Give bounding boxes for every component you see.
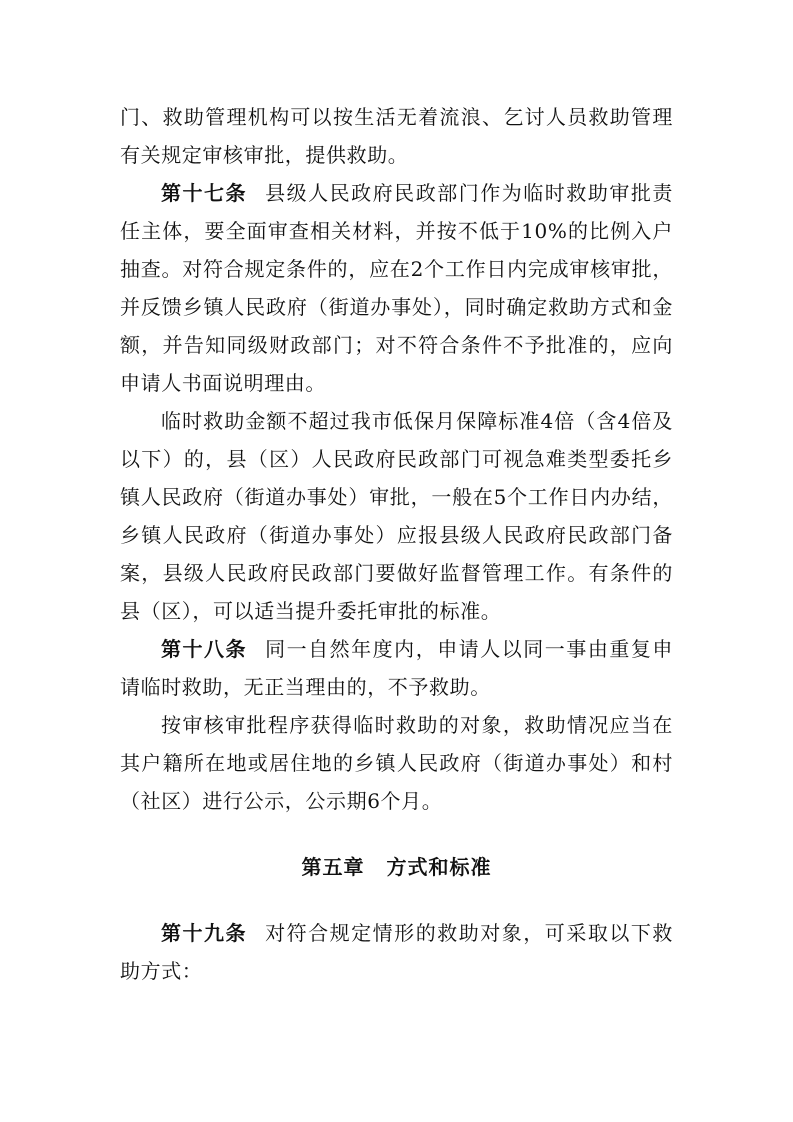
article-19 (120, 914, 673, 990)
article-19-text: 对符合规定情形的救助对象，可采取以下救助方式： (120, 921, 673, 983)
article-17 (120, 174, 673, 402)
article-17-label: 第十七条 (161, 181, 248, 205)
paragraph-continued: 门、救助管理机构可以按生活无着流浪、乞讨人员救助管理有关规定审核审批，提供救助。 (120, 105, 673, 167)
article-18 (120, 630, 673, 706)
article-18-label: 第十八条 (161, 637, 248, 661)
chapter-label: 第五章 (301, 855, 365, 879)
document-body (120, 98, 673, 990)
chapter-heading (120, 848, 673, 886)
chapter-title: 方式和标准 (386, 855, 492, 879)
article-17-text: 县级人民政府民政部门作为临时救助审批责任主体，要全面审查相关材料，并按不低于10%的比例入户抽查。对符合规定条件的，应在2个工作日内完成审核审批，并反馈乡镇人民政府（街道办事处），同时确定救助方式和金额，并告知同级财政部门；对不符合条件不予批准的，应向申请人书面说明理由。 (120, 181, 673, 395)
paragraph-temporary-aid-amount: 临时救助金额不超过我市低保月保障标准4倍（含4倍及以下）的，县（区）人民政府民政部门可视急难类型委托乡镇人民政府（街道办事处）审批，一般在5个工作日内办结，乡镇人民政府（街道办事处）应报县级人民政府民政部门备案，县级人民政府民政部门要做好监督管理工作。有条件的县（区），可以适当提升委托审批的标准。 (120, 409, 673, 623)
article-19-label: 第十九条 (161, 921, 248, 945)
paragraph-public-notice: 按审核审批程序获得临时救助的对象，救助情况应当在其户籍所在地或居住地的乡镇人民政府（街道办事处）和村（社区）进行公示，公示期6个月。 (120, 713, 673, 813)
article-18-text: 同一自然年度内，申请人以同一事由重复申请临时救助，无正当理由的，不予救助。 (120, 637, 673, 699)
